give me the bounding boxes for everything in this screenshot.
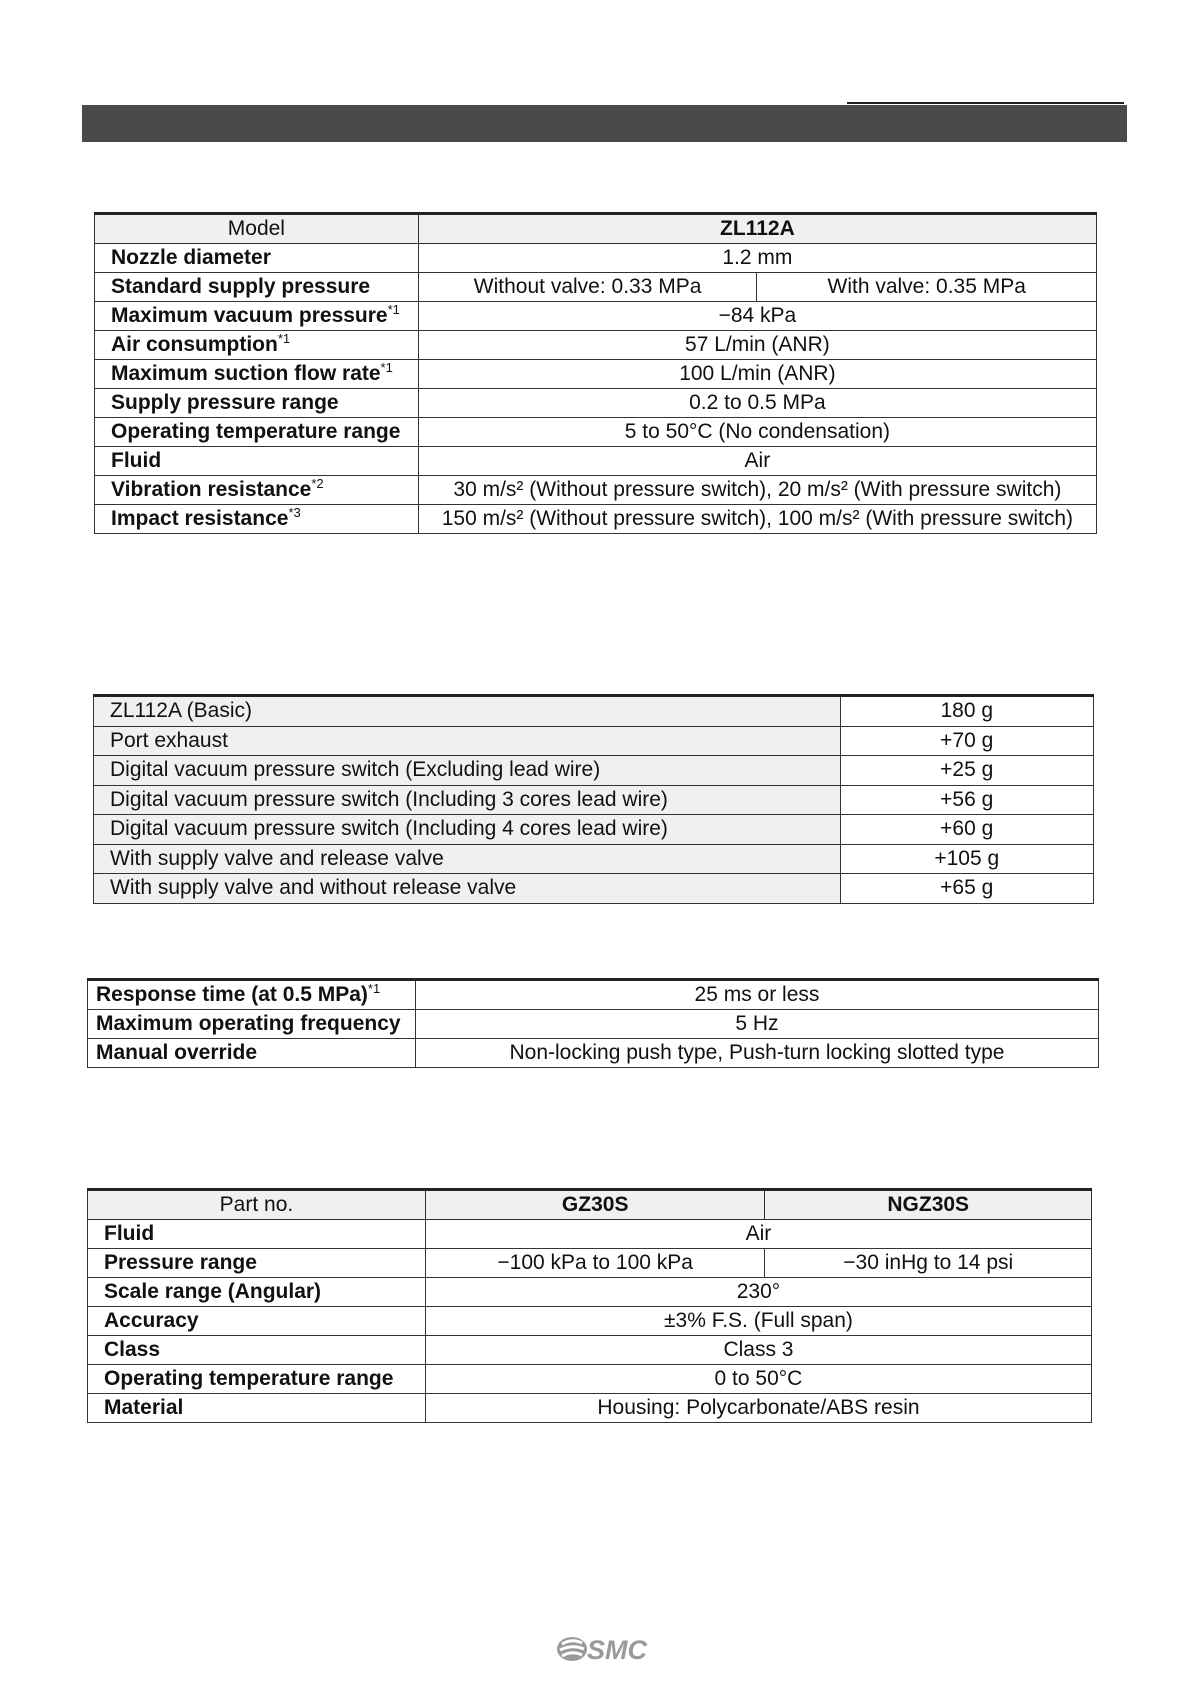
footnote-mark: *3 — [288, 505, 301, 520]
spec-value: 5 to 50°C (No condensation) — [418, 418, 1096, 447]
table-row — [88, 1220, 1092, 1249]
gauge-label: Operating temperature range — [88, 1365, 426, 1394]
spec-label: Nozzle diameter — [95, 244, 419, 273]
gauge-value: Air — [425, 1220, 1091, 1249]
spec-label: Supply pressure range — [95, 389, 419, 418]
table-row — [88, 1249, 1092, 1278]
weight-item: Digital vacuum pressure switch (Excluding lead wire) — [94, 756, 841, 786]
table-row — [88, 1190, 1092, 1220]
table-row — [95, 447, 1097, 476]
valve-value: Non-locking push type, Push-turn locking slotted type — [415, 1039, 1098, 1068]
table-row — [95, 505, 1097, 534]
specifications-table — [94, 212, 1097, 534]
table-row — [88, 1010, 1099, 1039]
spec-label: Maximum suction flow rate$^{*1}$ — [95, 360, 419, 389]
valve-value: 25 ms or less — [415, 980, 1098, 1010]
footnote-mark: *1 — [277, 331, 291, 346]
table-row — [95, 273, 1097, 302]
gauge-label: Class — [88, 1336, 426, 1365]
valve-value: 5 Hz — [415, 1010, 1098, 1039]
spec-label: Operating temperature range — [95, 418, 419, 447]
section-header-bar — [82, 105, 1127, 142]
weight-item: ZL112A (Basic) — [94, 696, 841, 727]
valve-table — [87, 978, 1099, 1068]
footnote-mark: *1 — [387, 302, 400, 317]
weight-value: 180 g — [840, 696, 1094, 727]
gauge-table — [87, 1188, 1092, 1423]
gauge-label: Material — [88, 1394, 426, 1423]
valve-label: Response time (at 0.5 MPa)$^{*1}$ — [88, 980, 416, 1010]
table-row — [95, 214, 1097, 244]
table-row — [95, 418, 1097, 447]
gauge-label: Accuracy — [88, 1307, 426, 1336]
spec-label: Air consumption$^{*1}$ — [95, 331, 419, 360]
logo-text: SMC — [587, 1635, 647, 1665]
spec-value: With valve: 0.35 MPa — [757, 273, 1097, 302]
spec-value: −84 kPa — [418, 302, 1096, 331]
weight-item: Digital vacuum pressure switch (Including 3 cores lead wire) — [94, 785, 841, 815]
table-row — [95, 360, 1097, 389]
gauge-value: Housing: Polycarbonate/ABS resin — [425, 1394, 1091, 1423]
table-row — [95, 244, 1097, 273]
part-b: NGZ30S — [765, 1190, 1092, 1220]
footnote-mark: *1 — [380, 360, 393, 375]
table-row — [94, 844, 1094, 874]
footnote-mark: *2 — [311, 476, 324, 491]
spec-value: 1.2 mm — [418, 244, 1096, 273]
valve-label: Maximum operating frequency — [88, 1010, 416, 1039]
weight-item: With supply valve and without release valve — [94, 874, 841, 904]
gauge-value: 230° — [425, 1278, 1091, 1307]
valve-label: Manual override — [88, 1039, 416, 1068]
weight-value: +60 g — [840, 815, 1094, 845]
weight-value: +25 g — [840, 756, 1094, 786]
table-row — [88, 1394, 1092, 1423]
table-row — [94, 726, 1094, 756]
footnote-mark: *1 — [367, 981, 381, 996]
table-row — [94, 874, 1094, 904]
table-row — [95, 302, 1097, 331]
spec-label: Fluid — [95, 447, 419, 476]
weight-value: +65 g — [840, 874, 1094, 904]
model-header: Model — [95, 214, 419, 244]
weight-item: Port exhaust — [94, 726, 841, 756]
table-row — [94, 696, 1094, 727]
spec-value: 57 L/min (ANR) — [418, 331, 1096, 360]
table-row — [95, 476, 1097, 505]
table-row — [88, 1307, 1092, 1336]
gauge-value: ±3% F.S. (Full span) — [425, 1307, 1091, 1336]
table-row — [88, 1336, 1092, 1365]
weight-item: With supply valve and release valve — [94, 844, 841, 874]
table-row — [88, 980, 1099, 1010]
table-row — [94, 815, 1094, 845]
table-row — [94, 756, 1094, 786]
gauge-label: Scale range (Angular) — [88, 1278, 426, 1307]
weight-value: +70 g — [840, 726, 1094, 756]
weight-item: Digital vacuum pressure switch (Including 4 cores lead wire) — [94, 815, 841, 845]
table-row — [94, 785, 1094, 815]
table-row — [88, 1039, 1099, 1068]
weight-value: +56 g — [840, 785, 1094, 815]
spec-label: Impact resistance$^{*3}$ — [95, 505, 419, 534]
weight-table — [93, 694, 1094, 904]
spec-label: Standard supply pressure — [95, 273, 419, 302]
spec-label: Maximum vacuum pressure$^{*1}$ — [95, 302, 419, 331]
gauge-value: −100 kPa to 100 kPa — [425, 1249, 765, 1278]
smc-logo — [556, 1632, 652, 1666]
gauge-label: Fluid — [88, 1220, 426, 1249]
spec-label: Vibration resistance$^{*2}$ — [95, 476, 419, 505]
gauge-value: 0 to 50°C — [425, 1365, 1091, 1394]
spec-value: Air — [418, 447, 1096, 476]
table-row — [88, 1278, 1092, 1307]
table-row — [88, 1365, 1092, 1394]
spec-value: Without valve: 0.33 MPa — [418, 273, 757, 302]
table-row — [95, 331, 1097, 360]
spec-value: 150 m/s² (Without pressure switch), 100 m/s² (With pressure switch) — [418, 505, 1096, 534]
weight-value: +105 g — [840, 844, 1094, 874]
spec-value: 100 L/min (ANR) — [418, 360, 1096, 389]
spec-value: 30 m/s² (Without pressure switch), 20 m/s² (With pressure switch) — [418, 476, 1096, 505]
table-row — [95, 389, 1097, 418]
part-header: Part no. — [88, 1190, 426, 1220]
gauge-value: −30 inHg to 14 psi — [765, 1249, 1092, 1278]
model-value: ZL112A — [418, 214, 1096, 244]
gauge-value: Class 3 — [425, 1336, 1091, 1365]
part-a: GZ30S — [425, 1190, 765, 1220]
header-rule — [847, 102, 1124, 104]
spec-value: 0.2 to 0.5 MPa — [418, 389, 1096, 418]
gauge-label: Pressure range — [88, 1249, 426, 1278]
